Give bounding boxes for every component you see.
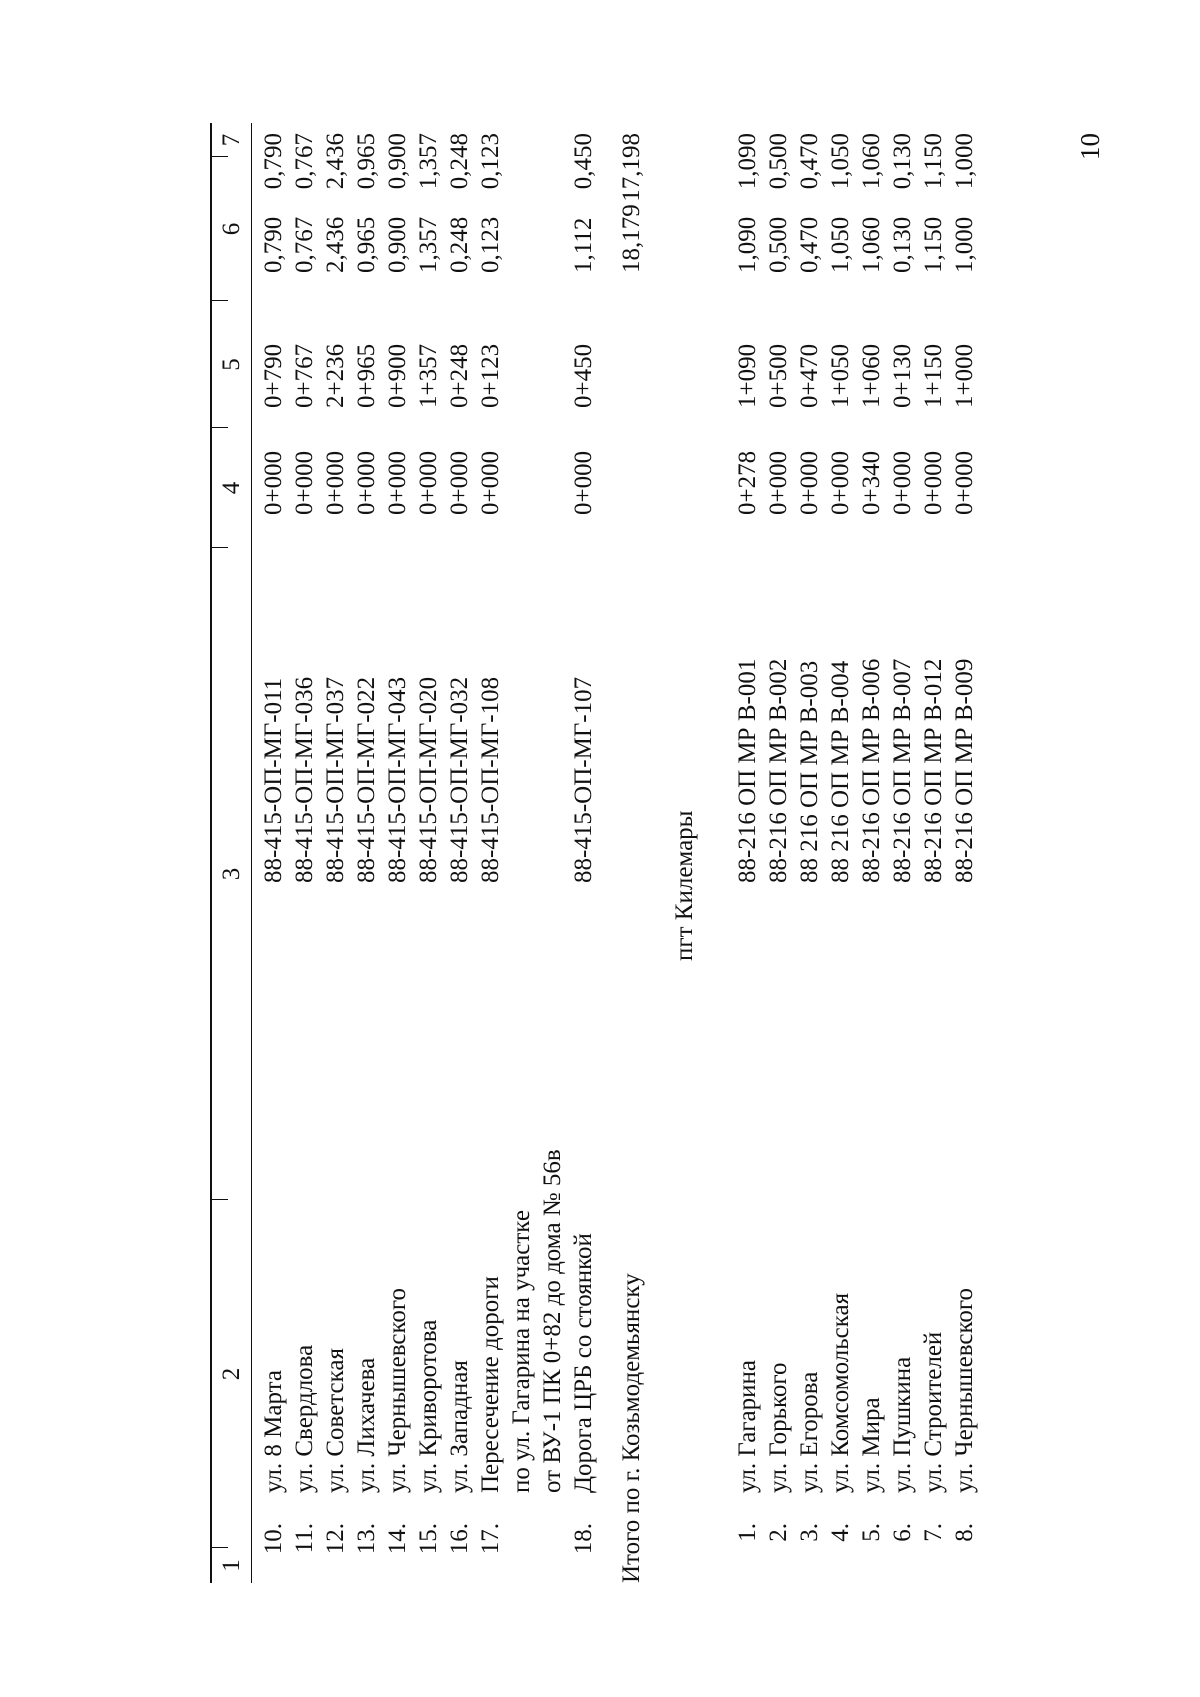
total-label: Итого по г. Козьмодемьянску	[618, 1273, 645, 1583]
end-km: 1+090	[734, 343, 761, 408]
row-number: 16.	[446, 1523, 473, 1555]
road-name: ул. Лихачева	[353, 1357, 380, 1493]
road-name: Дорога ЦРБ со стоянкой	[570, 1233, 597, 1493]
length-col7: 0,965	[353, 133, 380, 190]
row-number: 17.	[477, 1523, 504, 1555]
rotated-table	[210, 123, 1010, 1583]
start-km: 0+278	[734, 450, 761, 515]
length-col7: 0,500	[765, 133, 792, 190]
road-name: ул. Чернышевского	[951, 1287, 978, 1493]
length-col6: 1,112	[570, 217, 597, 273]
length-col7: 0,470	[796, 133, 823, 190]
start-km: 0+000	[415, 450, 442, 515]
start-km: 0+340	[858, 450, 885, 515]
road-code: 88-216 ОП МР В-001	[734, 658, 761, 883]
length-col7: 1,357	[415, 133, 442, 190]
length-col7: 0,450	[570, 133, 597, 190]
header-col-2: 2	[218, 1367, 245, 1381]
section-title: пгт Килемары	[671, 810, 698, 961]
row-number: 8.	[951, 1523, 978, 1542]
end-km: 0+248	[446, 343, 473, 408]
row-number: 2.	[765, 1523, 792, 1542]
header-col-1: 1	[218, 1559, 245, 1572]
road-name: ул. Горького	[765, 1362, 792, 1493]
road-code: 88 216 ОП МР В-003	[796, 660, 823, 883]
header-divider	[212, 1199, 228, 1200]
road-code: 88-415-ОП-МГ-011	[260, 677, 287, 883]
length-col7: 2,436	[322, 133, 349, 190]
length-col6: 0,500	[765, 216, 792, 273]
end-km: 0+470	[796, 343, 823, 408]
road-code: 88-216 ОП МР В-007	[889, 658, 916, 883]
header-divider	[212, 300, 228, 301]
row-number: 3.	[796, 1523, 823, 1542]
row-number: 13.	[353, 1523, 380, 1555]
end-km: 0+500	[765, 343, 792, 408]
length-col6: 0,130	[889, 216, 916, 273]
road-name: ул. Пушкина	[889, 1356, 916, 1493]
road-code: 88-415-ОП-МГ-107	[570, 676, 597, 883]
road-code: 88-415-ОП-МГ-108	[477, 676, 504, 883]
end-km: 0+450	[570, 343, 597, 408]
road-name: ул. 8 Марта	[260, 1370, 287, 1493]
total-col7: 17,198	[618, 133, 645, 202]
length-col6: 0,248	[446, 216, 473, 273]
start-km: 0+000	[291, 450, 318, 515]
end-km: 2+236	[322, 343, 349, 408]
header-col-3: 3	[218, 867, 245, 881]
length-col7: 1,150	[920, 133, 947, 190]
road-name: ул. Западная	[446, 1360, 473, 1493]
road-code: 88-415-ОП-МГ-020	[415, 676, 442, 883]
row-number: 4.	[827, 1523, 854, 1542]
length-col6: 1,060	[858, 216, 885, 273]
road-name: Пересечение дороги	[477, 1276, 504, 1493]
length-col6: 1,050	[827, 216, 854, 273]
road-name: ул. Гагарина	[734, 1359, 761, 1493]
header-col-5: 5	[218, 358, 245, 371]
road-name: ул. Криворотова	[415, 1319, 442, 1493]
road-name: ул. Мира	[858, 1397, 885, 1493]
length-col6: 0,470	[796, 216, 823, 273]
row-number: 18.	[570, 1523, 597, 1555]
road-name: от ВУ-1 ПК 0+82 до дома № 56в	[539, 1149, 566, 1493]
length-col7: 1,000	[951, 133, 978, 190]
page-number: 10	[1075, 133, 1105, 160]
header-col-7: 7	[218, 133, 245, 147]
road-name: ул. Строителей	[920, 1331, 947, 1493]
row-number: 11.	[291, 1523, 318, 1554]
road-name: по ул. Гагарина на участке	[508, 1210, 535, 1493]
length-col6: 1,090	[734, 216, 761, 273]
row-number: 1.	[734, 1523, 761, 1542]
road-code: 88-415-ОП-МГ-043	[384, 676, 411, 883]
length-col6: 1,150	[920, 216, 947, 273]
row-number: 5.	[858, 1523, 885, 1542]
road-code: 88-216 ОП МР В-009	[951, 658, 978, 883]
road-code: 88 216 ОП МР В-004	[827, 660, 854, 883]
start-km: 0+000	[765, 450, 792, 515]
header-divider	[212, 547, 228, 548]
road-name: ул. Чернышевского	[384, 1287, 411, 1493]
length-col7: 1,060	[858, 133, 885, 190]
start-km: 0+000	[827, 450, 854, 515]
road-code: 88-415-ОП-МГ-036	[291, 676, 318, 883]
length-col6: 0,900	[384, 216, 411, 273]
row-number: 6.	[889, 1523, 916, 1542]
end-km: 0+123	[477, 343, 504, 408]
header-divider	[212, 1547, 228, 1548]
start-km: 0+000	[353, 450, 380, 515]
length-col7: 1,050	[827, 133, 854, 190]
start-km: 0+000	[477, 450, 504, 515]
length-col6: 0,767	[291, 216, 318, 273]
length-col7: 0,248	[446, 133, 473, 190]
road-code: 88-415-ОП-МГ-037	[322, 676, 349, 883]
length-col7: 0,790	[260, 133, 287, 190]
end-km: 1+150	[920, 343, 947, 408]
row-number: 7.	[920, 1523, 947, 1542]
length-col6: 0,790	[260, 216, 287, 273]
start-km: 0+000	[322, 450, 349, 515]
road-name: ул. Комсомольская	[827, 1292, 854, 1493]
end-km: 0+790	[260, 343, 287, 408]
end-km: 0+900	[384, 343, 411, 408]
row-number: 12.	[322, 1523, 349, 1555]
road-code: 88-415-ОП-МГ-032	[446, 676, 473, 883]
header-col-6: 6	[218, 222, 245, 236]
length-col6: 0,965	[353, 216, 380, 273]
end-km: 1+357	[415, 343, 442, 408]
length-col6: 0,123	[477, 216, 504, 273]
end-km: 0+767	[291, 343, 318, 408]
start-km: 0+000	[951, 450, 978, 515]
end-km: 0+130	[889, 343, 916, 408]
end-km: 0+965	[353, 343, 380, 408]
row-number: 10.	[260, 1523, 287, 1555]
end-km: 1+060	[858, 343, 885, 408]
start-km: 0+000	[384, 450, 411, 515]
length-col7: 1,090	[734, 133, 761, 190]
length-col6: 1,000	[951, 216, 978, 273]
length-col7: 0,123	[477, 133, 504, 190]
road-code: 88-415-ОП-МГ-022	[353, 676, 380, 883]
header-col-4: 4	[218, 481, 245, 495]
header-divider	[212, 156, 228, 157]
header-divider	[212, 427, 228, 428]
length-col6: 1,357	[415, 216, 442, 273]
length-col7: 0,130	[889, 133, 916, 190]
road-name: ул. Советская	[322, 1348, 349, 1493]
length-col7: 0,767	[291, 133, 318, 190]
start-km: 0+000	[920, 450, 947, 515]
road-code: 88-216 ОП МР В-006	[858, 658, 885, 883]
road-code: 88-216 ОП МР В-012	[920, 658, 947, 883]
row-number: 14.	[384, 1523, 411, 1555]
start-km: 0+000	[796, 450, 823, 515]
end-km: 1+000	[951, 343, 978, 408]
start-km: 0+000	[446, 450, 473, 515]
road-code: 88-216 ОП МР В-002	[765, 658, 792, 883]
start-km: 0+000	[260, 450, 287, 515]
table-header	[210, 123, 252, 1583]
start-km: 0+000	[570, 450, 597, 515]
length-col7: 0,900	[384, 133, 411, 190]
length-col6: 2,436	[322, 216, 349, 273]
road-name: ул. Свердлова	[291, 1344, 318, 1493]
road-name: ул. Егорова	[796, 1371, 823, 1493]
row-number: 15.	[415, 1523, 442, 1555]
end-km: 1+050	[827, 343, 854, 408]
total-col6: 18,179	[618, 204, 645, 273]
start-km: 0+000	[889, 450, 916, 515]
